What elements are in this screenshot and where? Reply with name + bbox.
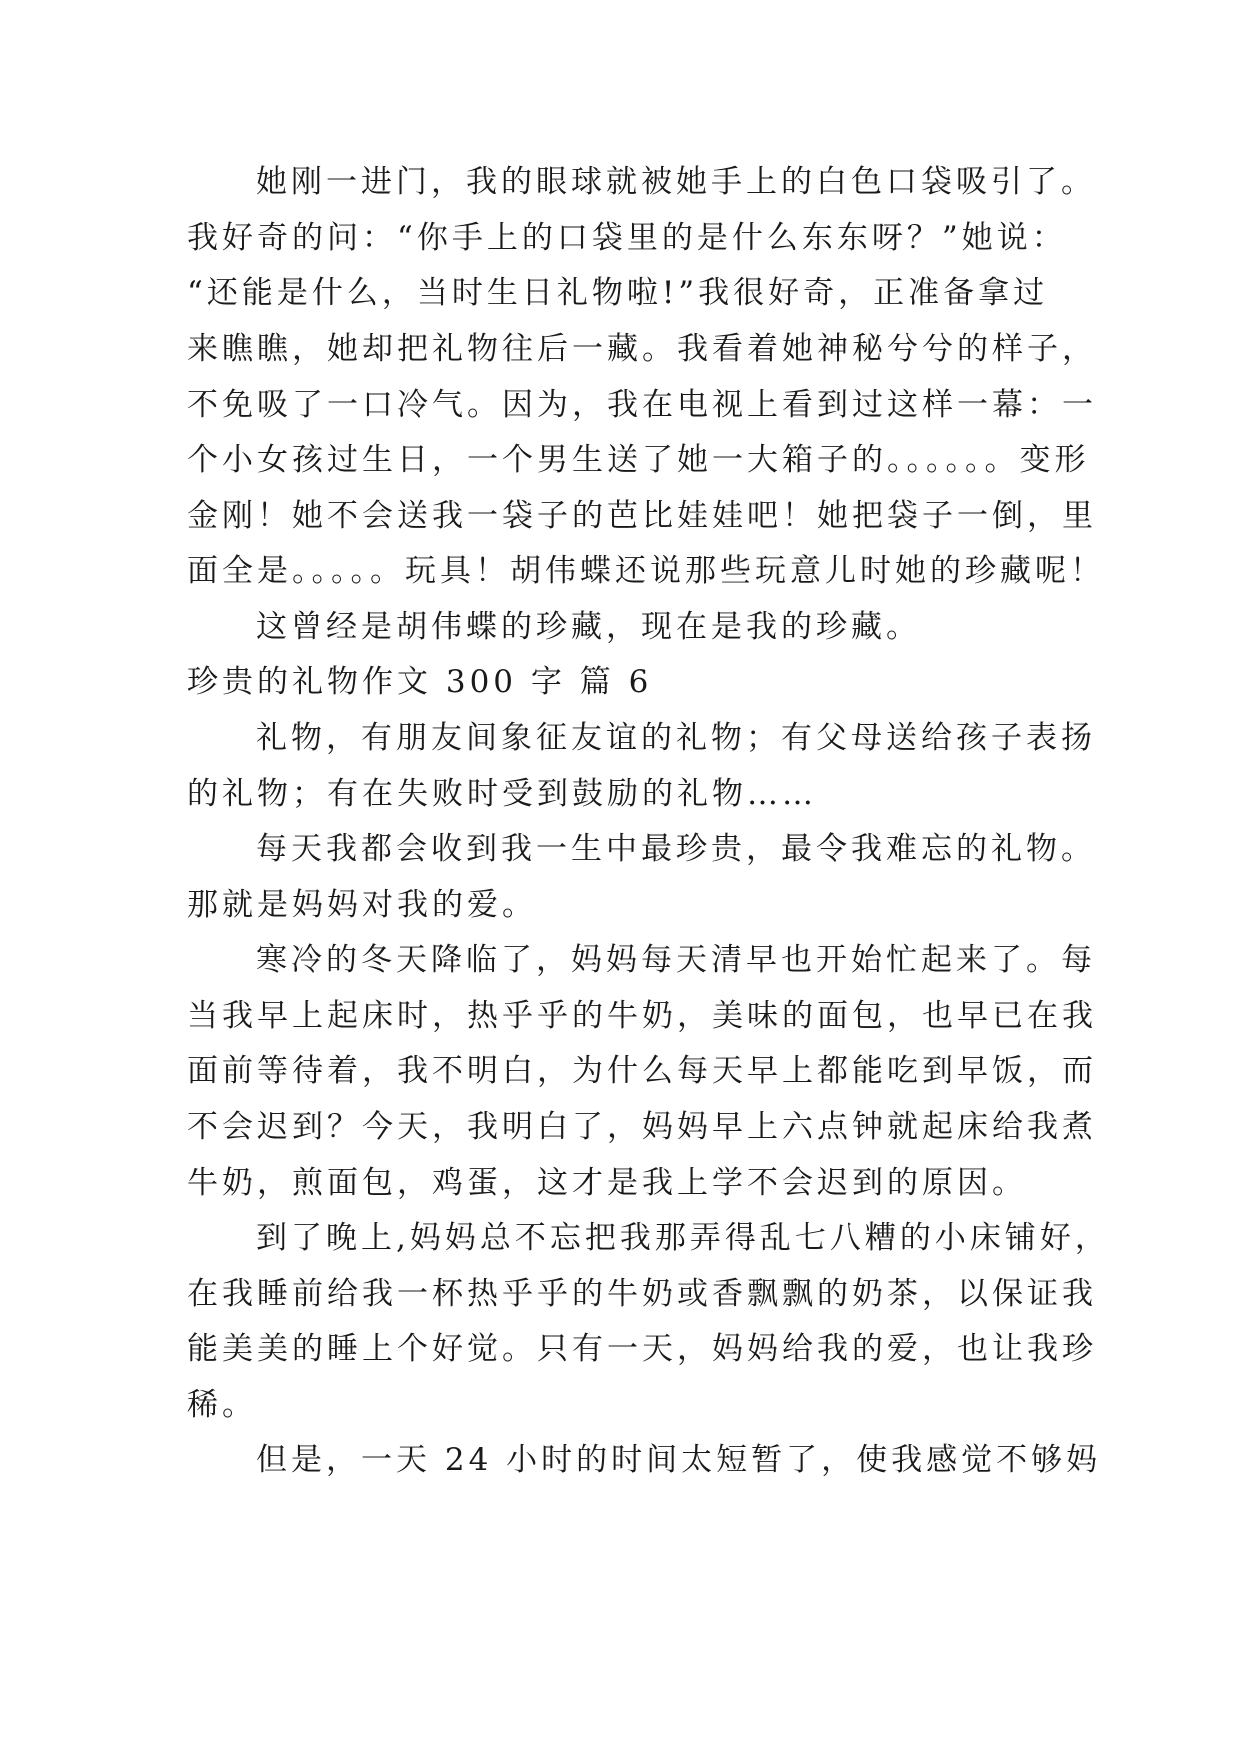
text-line: 在我睡前给我一杯热乎乎的牛奶或香飘飘的奶茶，以保证我 <box>187 1276 1097 1312</box>
text-line: 她刚一进门，我的眼球就被她手上的白色口袋吸引了。 <box>256 164 1096 200</box>
text-line: 不会迟到？今天，我明白了，妈妈早上六点钟就起床给我煮 <box>187 1109 1097 1145</box>
text-line: 来瞧瞧，她却把礼物往后一藏。我看着她神秘兮兮的样子， <box>187 331 1097 367</box>
text-line: 每天我都会收到我一生中最珍贵，最令我难忘的礼物。 <box>256 831 1096 867</box>
text-line: 礼物，有朋友间象征友谊的礼物；有父母送给孩子表扬 <box>256 720 1096 756</box>
text-line: 当我早上起床时，热乎乎的牛奶，美味的面包，也早已在我 <box>187 998 1097 1034</box>
text-line: 但是，一天 24 小时的时间太短暂了，使我感觉不够妈 <box>256 1442 1102 1478</box>
section-heading: 珍贵的礼物作文 300 字 篇 6 <box>187 664 653 700</box>
text-line: 金刚！她不会送我一袋子的芭比娃娃吧！她把袋子一倒，里 <box>187 498 1097 534</box>
text-line: 个小女孩过生日，一个男生送了她一大箱子的。。。。。。变形 <box>187 442 1090 478</box>
text-line: 不免吸了一口冷气。因为，我在电视上看到过这样一幕：一 <box>187 387 1097 423</box>
text-line: 我好奇的问：“你手上的口袋里的是什么东东呀？”她说： <box>187 220 1067 256</box>
text-line: 牛奶，煎面包，鸡蛋，这才是我上学不会迟到的原因。 <box>187 1165 1027 1201</box>
text-line: 寒冷的冬天降临了，妈妈每天清早也开始忙起来了。每 <box>256 942 1096 978</box>
text-line: 的礼物；有在失败时受到鼓励的礼物…… <box>187 776 817 812</box>
text-line: 那就是妈妈对我的爱。 <box>187 887 537 923</box>
text-line: 到了晚上,妈妈总不忘把我那弄得乱七八糟的小床铺好， <box>256 1220 1110 1256</box>
text-line: 这曾经是胡伟蝶的珍藏，现在是我的珍藏。 <box>256 609 921 645</box>
text-line: 稀。 <box>187 1387 257 1423</box>
text-line: 能美美的睡上个好觉。只有一天，妈妈给我的爱，也让我珍 <box>187 1331 1097 1367</box>
text-line: 面全是。。。。。玩具！胡伟蝶还说那些玩意儿时她的珍藏呢！ <box>187 553 1105 589</box>
text-line: 面前等待着，我不明白，为什么每天早上都能吃到早饭，而 <box>187 1053 1097 1089</box>
text-line: “还能是什么，当时生日礼物啦!”我很好奇，正准备拿过 <box>187 275 1049 311</box>
